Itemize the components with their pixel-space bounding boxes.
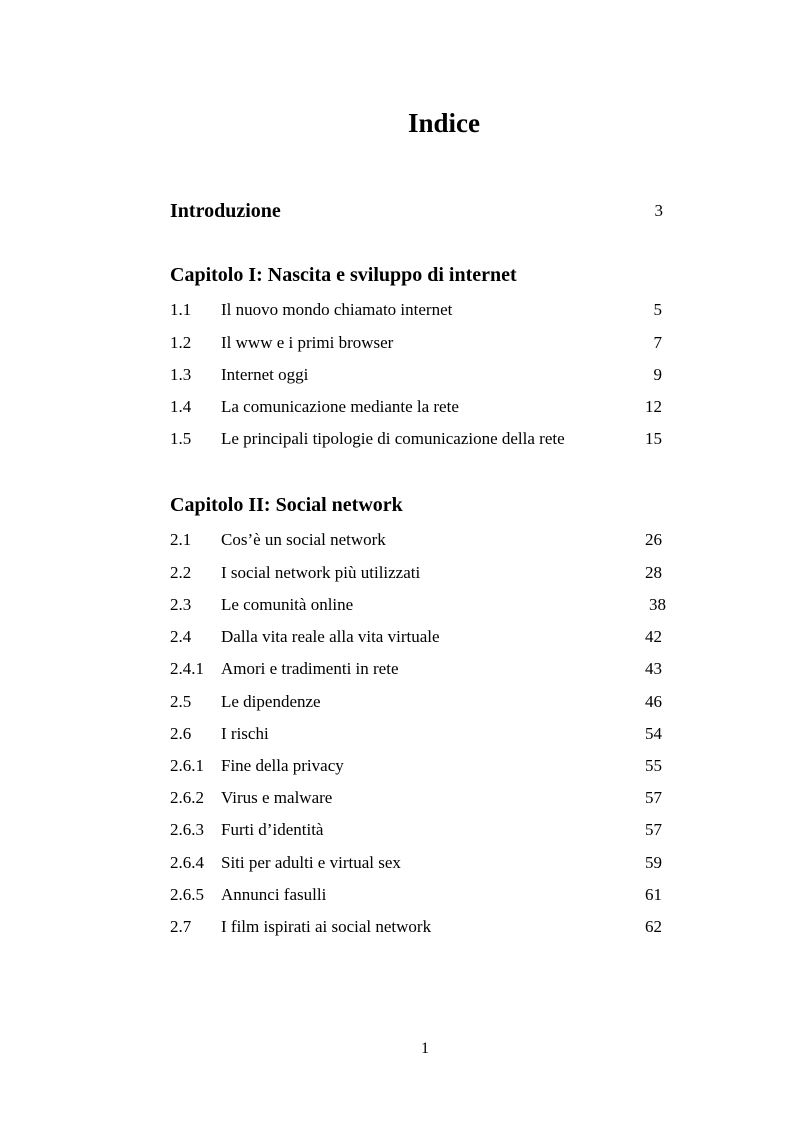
entry-page-number: 59 [645,853,662,872]
entry-title: I social network più utilizzati [221,563,421,582]
entry-title: Le comunità online [221,595,354,614]
chapter-heading-2[interactable]: Capitolo II: Social network [170,494,403,516]
toc-entry[interactable] [170,882,662,908]
entry-number: 2.6.4 [170,853,204,872]
entry-number: 2.6.1 [170,756,204,775]
entry-page-number: 43 [645,659,662,678]
entry-page-number: 42 [645,627,662,646]
entry-number: 2.6 [170,724,192,743]
entry-number: 1.3 [170,365,192,384]
entry-title: Il nuovo mondo chiamato internet [221,300,453,319]
entry-page-number: 55 [645,756,662,775]
entry-page-number: 54 [645,724,662,743]
entry-title: Annunci fasulli [221,885,327,904]
toc-entry[interactable] [170,297,662,323]
toc-entry[interactable] [170,914,662,940]
entry-page-number: 38 [649,595,666,614]
toc-entry[interactable] [170,560,662,586]
entry-number: 1.1 [170,300,192,319]
entry-page-number: 28 [645,563,662,582]
entry-title: Internet oggi [221,365,309,384]
toc-entry[interactable] [170,362,662,388]
entry-number: 2.1 [170,530,192,549]
entry-title: I rischi [221,724,269,743]
entry-title: Le principali tipologie di comunicazione della rete [221,429,565,448]
toc-entry[interactable] [170,527,662,553]
toc-entry[interactable] [170,330,662,356]
entry-number: 2.7 [170,917,192,936]
entry-title: Furti d’identità [221,820,324,839]
entry-page-number: 46 [645,692,662,711]
entry-title: Il www e i primi browser [221,333,394,352]
entry-page-number: 26 [645,530,662,549]
toc-entry[interactable] [170,426,662,452]
toc-entry[interactable] [170,850,662,876]
entry-title: La comunicazione mediante la rete [221,397,459,416]
entry-title: Virus e malware [221,788,333,807]
toc-entry[interactable] [170,817,662,843]
entry-number: 2.2 [170,563,192,582]
entry-number: 2.3 [170,595,192,614]
entry-title: I film ispirati ai social network [221,917,432,936]
page-number: 1 [421,1040,429,1057]
entry-number: 2.6.3 [170,820,204,839]
entry-page-number: 7 [653,333,662,352]
introduction-page-number: 3 [654,201,663,220]
page-title: Indice [407,108,480,138]
entry-page-number: 61 [645,885,662,904]
toc-entry[interactable] [170,592,666,618]
entry-title: Cos’è un social network [221,530,386,549]
entry-title: Amori e tradimenti in rete [221,659,399,678]
introduction-label: Introduzione [170,200,281,222]
entry-title: Le dipendenze [221,692,321,711]
toc-entry[interactable] [170,721,662,747]
entry-page-number: 12 [645,397,662,416]
entry-number: 1.5 [170,429,192,448]
entry-page-number: 9 [653,365,662,384]
toc-entry[interactable] [170,689,662,715]
entry-title: Dalla vita reale alla vita virtuale [221,627,440,646]
entry-number: 2.5 [170,692,192,711]
toc-entry[interactable] [170,624,662,650]
toc-entry[interactable] [170,753,662,779]
entry-number: 2.4.1 [170,659,204,678]
entry-page-number: 57 [645,820,662,839]
toc-entry[interactable] [170,394,662,420]
entry-number: 2.6.5 [170,885,204,904]
entry-page-number: 5 [653,300,662,319]
toc-entry[interactable] [170,656,662,682]
toc-introduction[interactable] [170,197,663,225]
toc-entry[interactable] [170,785,662,811]
entry-number: 1.4 [170,397,192,416]
chapter-heading-1[interactable]: Capitolo I: Nascita e sviluppo di internet [170,264,517,286]
entry-number: 1.2 [170,333,192,352]
entry-page-number: 62 [645,917,662,936]
entry-page-number: 57 [645,788,662,807]
entry-page-number: 15 [645,429,662,448]
entry-number: 2.4 [170,627,192,646]
entry-number: 2.6.2 [170,788,204,807]
entry-title: Fine della privacy [221,756,344,775]
entry-title: Siti per adulti e virtual sex [221,853,401,872]
